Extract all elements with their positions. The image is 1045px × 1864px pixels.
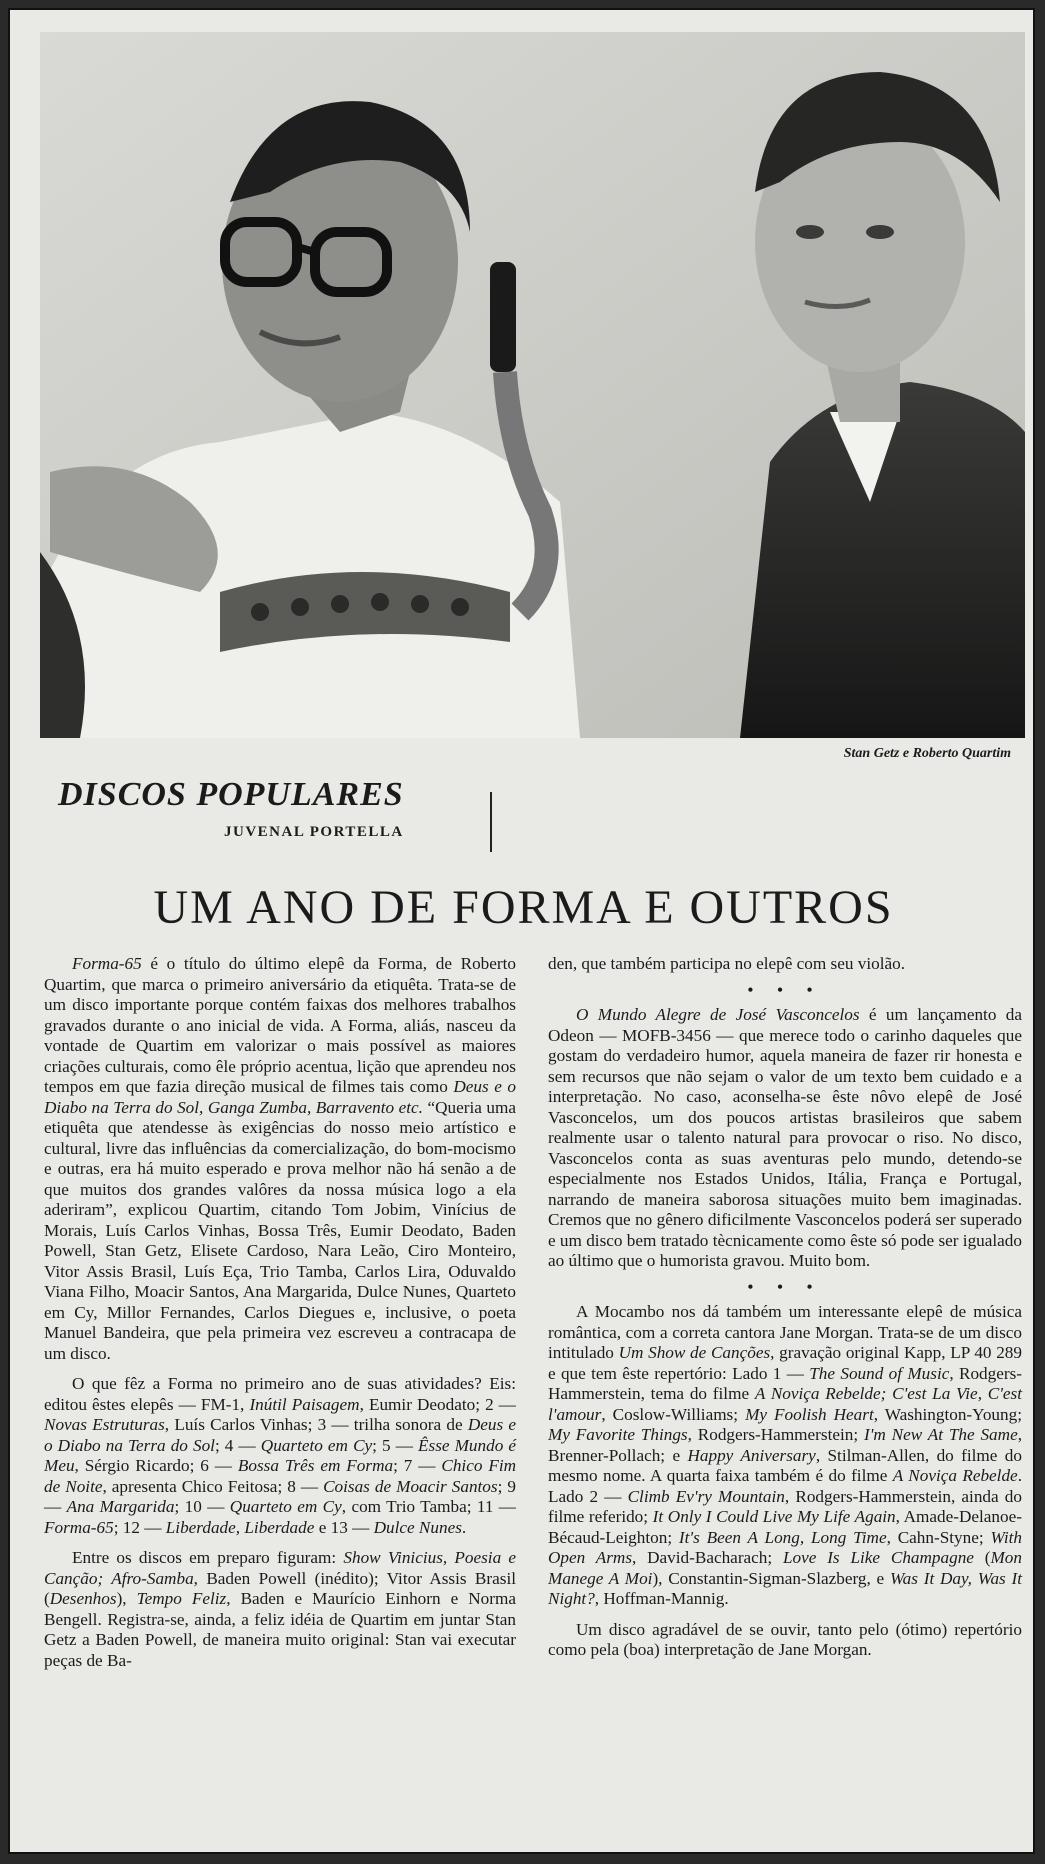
paragraph-conclusion: Um disco agradável de se ouvir, tanto pelo (ótimo) repertório como pela (boa) interpretação de Jane Morgan. <box>548 1619 1022 1659</box>
article-headline: UM ANO DE FORMA E OUTROS <box>153 881 894 934</box>
photo-caption: Stan Getz e Roberto Quartim <box>843 746 1011 761</box>
newspaper-page <box>8 8 1035 1854</box>
article-column-left <box>44 954 516 1671</box>
photo-stan-getz-roberto-quartim <box>40 32 1025 738</box>
paragraph-continuation: den, que também participa no elepê com seu violão. <box>548 954 905 973</box>
paragraph-vasconcelos: O Mundo Alegre de José Vasconcelos é um lançamento da Odeon — MOFB-3456 — que merece todo o carinho daqueles que gostam do verdadeiro humor, aquela maneira de fazer rir honesta e sem recursos que não sejam o valor de um texto bem cuidado e a interpretação. No caso, aconselha-se êste nôvo elepê de José Vasconcelos, um dos poucos artistas brasileiros que sabem realmente usar o talento natural para provocar o riso. No disco, Vasconcelos conta as suas aventuras pelo mundo, detendo-se especialmente nos Estados Unidos, Itália, França e Portugal, narrando de maneira saborosa situações muito bem imaginadas. Cremos que no gênero dificilmente Vasconcelos poderá ser superado e um disco bem tratado tècnicamente como êste só pode ser igualado ao último que o humorista gravou. Muito bom. <box>548 1005 1022 1270</box>
paragraph-forma65: Forma-65 é o título do último elepê da Forma, de Roberto Quartim, que marca o primeiro aniversário da etiquêta. Trata-se de um disco importante porque contém faixas dos melhores trabalhos gravados durante o ano inicial de vida. A Forma, aliás, nasceu da vontade de Quartim em valorizar o mais possível as maiores criações culturais, como êle próprio acentua, lição que aprendeu nos tempos em que fazia direção musical de filmes tais como Deus e o Diabo na Terra do Sol, Ganga Zumba, Barravento etc. “Queria uma etiquêta que atendesse às exigências do nosso meio artístico e cultural, livre das influências da comercialização, do bom-mocismo e outras, era há muito esperado e prova melhor não há senão a de que muitos dos grandes valôres da nossa música logo a ela aderiram”, explicou Quartim, citando Tom Jobim, Vinícius de Morais, Luís Carlos Vinhas, Bossa Três, Eumir Deodato, Baden Powell, Stan Getz, Elisete Cardoso, Nara Leão, Ciro Monteiro, Vitor Assis Brasil, Luís Eça, Trio Tamba, Carlos Lira, Oduvaldo Viana Filho, Moacir Santos, Ana Margarida, Dulce Nunes, Quarteto em Cy, Millor Fernandes, Carlos Diegues e, inclusive, o poeta Manuel Bandeira, que pela primeira vez escreveu a contracapa de um disco. <box>44 954 516 1363</box>
paragraph-jane-morgan: A Mocambo nos dá também um interessante elepê de música romântica, com a correta cantora Jane Morgan. Trata-se de um disco intitulado Um Show de Canções, gravação original Kapp, LP 40 289 e que tem êste repertório: Lado 1 — The Sound of Music, Rodgers-Hammerstein, tema do filme A Noviça Rebelde; C'est La Vie, C'est l'amour, Coslow-Williams; My Foolish Heart, Washington-Young; My Favorite Things, Rodgers-Hammerstein; I'm New At The Same, Brenner-Pollach; e Happy Aniversary, Stilman-Allen, do filme do mesmo nome. A quarta faixa também é do filme A Noviça Rebelde. Lado 2 — Climb Ev'ry Mountain, Rodgers-Hammerstein, ainda do filme referido; It Only I Could Live My Life Again, Amade-Delanoe-Bécaud-Leighton; It's Been A Long, Long Time, Cahn-Styne; With Open Arms, David-Bacharach; Love Is Like Champagne (Mon Manege A Moi), Constantin-Sigman-Slazberg, e Was It Day, Was It Night?, Hoffman-Mannig. <box>548 1302 1022 1608</box>
vertical-rule <box>490 792 492 852</box>
paragraph-in-preparation: Entre os discos em preparo figuram: Show Vinicius, Poesia e Canção; Afro-Samba, Baden Powell (inédito); Vitor Assis Brasil (Desenhos), Tempo Feliz, Baden e Maurício Einhorn e Norma Bengell. Registra-se, ainda, a feliz idéia de Quartim em juntar Stan Getz a Baden Powell, de maneira muito original: Stan vai executar peças de Ba- <box>44 1548 516 1670</box>
photo-illustration <box>40 32 1025 738</box>
article-column-right <box>548 954 1022 1661</box>
separator-dots: • • • <box>747 981 823 999</box>
separator-dots: • • • <box>747 1278 823 1296</box>
author-byline: JUVENAL PORTELLA <box>224 824 404 840</box>
paragraph-first-year: O que fêz a Forma no primeiro ano de suas atividades? Eis: editou êstes elepês — FM-1, Inútil Paisagem, Eumir Deodato; 2 — Novas Estruturas, Luís Carlos Vinhas; 3 — trilha sonora de Deus e o Diabo na Terra do Sol; 4 — Quarteto em Cy; 5 — Êsse Mundo é Meu, Sérgio Ricardo; 6 — Bossa Três em Forma; 7 — Chico Fim de Noite, apresenta Chico Feitosa; 8 — Coisas de Moacir Santos; 9 — Ana Margarida; 10 — Quarteto em Cy, com Trio Tamba; 11 — Forma-65; 12 — Liberdade, Liberdade e 13 — Dulce Nunes. <box>44 1374 517 1537</box>
column-title: DISCOS POPULARES <box>58 776 404 813</box>
